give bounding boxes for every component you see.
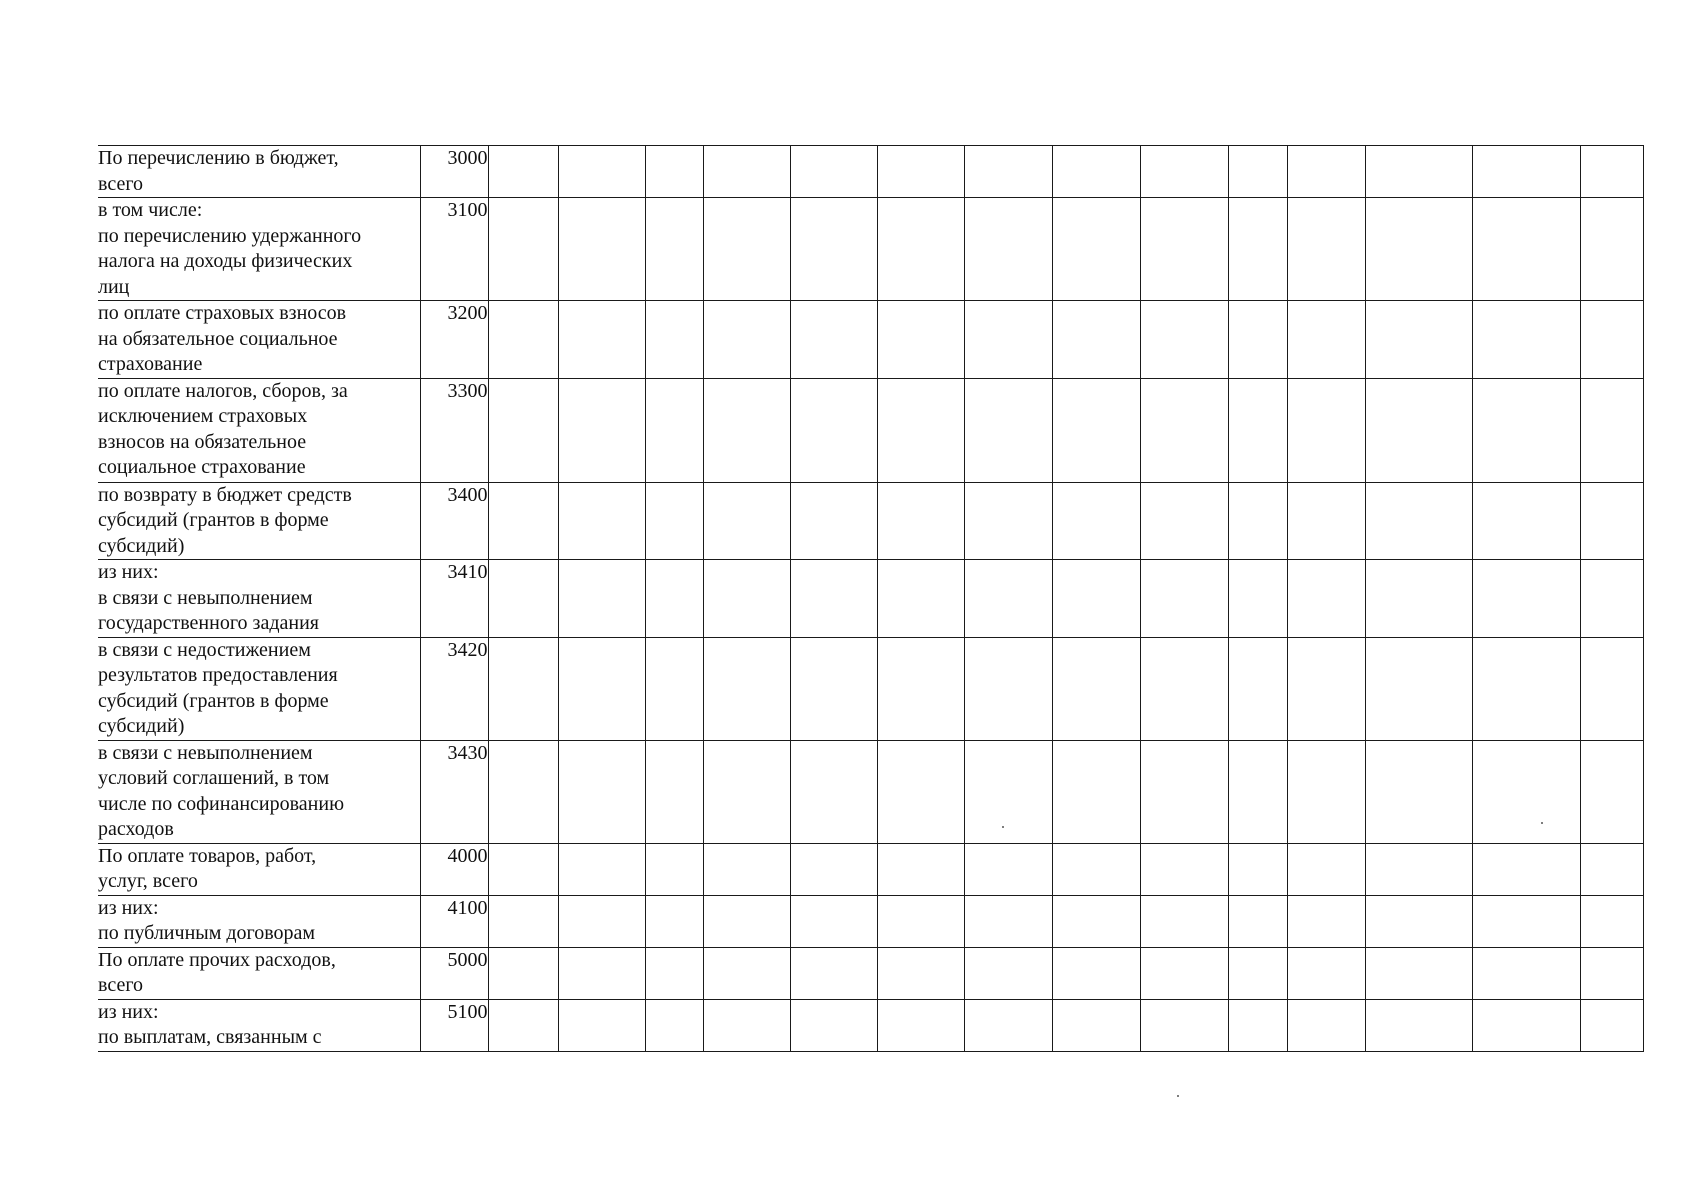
value-cell[interactable]: [1365, 146, 1472, 198]
value-cell[interactable]: [1140, 637, 1228, 740]
row-code: 3430: [420, 740, 488, 843]
table-row: [98, 301, 1643, 379]
row-label-line: по публичным договорам: [98, 922, 316, 944]
report-sheet: [98, 145, 1643, 1052]
row-label: [98, 198, 420, 301]
row-label-line: числе по софинансированию: [98, 792, 345, 815]
value-cell[interactable]: [790, 843, 877, 895]
row-label-line: субсидий): [98, 715, 185, 737]
value-cell[interactable]: [558, 637, 645, 740]
value-cell[interactable]: [488, 999, 558, 1051]
row-label: [98, 637, 420, 740]
value-cell[interactable]: [1580, 560, 1643, 638]
value-cell[interactable]: [1365, 560, 1472, 638]
value-cell[interactable]: [645, 637, 703, 740]
row-label-line: расходов: [98, 818, 174, 840]
value-cell[interactable]: [488, 637, 558, 740]
value-cell[interactable]: [1052, 999, 1140, 1051]
row-label: [98, 843, 420, 895]
payments-table: [98, 145, 1644, 1052]
value-cell[interactable]: [790, 301, 877, 379]
value-cell[interactable]: [645, 999, 703, 1051]
value-cell[interactable]: [703, 560, 790, 638]
value-cell[interactable]: [1228, 146, 1287, 198]
row-label-line: из них:: [98, 1000, 159, 1023]
value-cell[interactable]: [1287, 198, 1365, 301]
value-cell[interactable]: [488, 560, 558, 638]
value-cell[interactable]: [1140, 146, 1228, 198]
value-cell[interactable]: [1365, 301, 1472, 379]
value-cell[interactable]: [703, 637, 790, 740]
value-cell[interactable]: [964, 482, 1052, 560]
value-cell[interactable]: [1472, 740, 1580, 843]
value-cell[interactable]: [645, 378, 703, 482]
value-cell[interactable]: [964, 999, 1052, 1051]
row-code: 4000: [420, 843, 488, 895]
value-cell[interactable]: [1287, 740, 1365, 843]
row-label-line: страхование: [98, 353, 203, 375]
value-cell[interactable]: [703, 947, 790, 999]
value-cell[interactable]: [1472, 895, 1580, 947]
value-cell[interactable]: [877, 482, 964, 560]
value-cell[interactable]: [1472, 482, 1580, 560]
value-cell[interactable]: [1052, 198, 1140, 301]
row-code: 3200: [420, 301, 488, 379]
value-cell[interactable]: [1365, 740, 1472, 843]
value-cell[interactable]: [1228, 637, 1287, 740]
value-cell[interactable]: [1472, 560, 1580, 638]
value-cell[interactable]: [1472, 843, 1580, 895]
value-cell[interactable]: [1287, 637, 1365, 740]
value-cell[interactable]: [790, 560, 877, 638]
value-cell[interactable]: [1052, 560, 1140, 638]
table-row: [98, 895, 1643, 947]
value-cell[interactable]: [645, 301, 703, 379]
value-cell[interactable]: [790, 637, 877, 740]
row-label: [98, 740, 420, 843]
value-cell[interactable]: [1580, 378, 1643, 482]
value-cell[interactable]: [1472, 301, 1580, 379]
value-cell[interactable]: [488, 301, 558, 379]
value-cell[interactable]: [790, 146, 877, 198]
table-row: [98, 999, 1643, 1051]
value-cell[interactable]: [877, 895, 964, 947]
value-cell[interactable]: [1140, 301, 1228, 379]
table-row: [98, 560, 1643, 638]
value-cell[interactable]: [645, 895, 703, 947]
value-cell[interactable]: [1228, 301, 1287, 379]
value-cell[interactable]: [1365, 843, 1472, 895]
row-code: 3000: [420, 146, 488, 198]
row-label-line: взносов на обязательное: [98, 430, 307, 453]
value-cell[interactable]: [1052, 378, 1140, 482]
value-cell[interactable]: [877, 198, 964, 301]
value-cell[interactable]: [790, 895, 877, 947]
value-cell[interactable]: [1580, 740, 1643, 843]
value-cell[interactable]: [1365, 999, 1472, 1051]
value-cell[interactable]: [1287, 560, 1365, 638]
value-cell[interactable]: [558, 740, 645, 843]
table-row: [98, 146, 1643, 198]
value-cell[interactable]: [790, 740, 877, 843]
row-label-line: на обязательное социальное: [98, 327, 338, 350]
value-cell[interactable]: [877, 947, 964, 999]
value-cell[interactable]: [1365, 378, 1472, 482]
value-cell[interactable]: [1580, 146, 1643, 198]
value-cell[interactable]: [1472, 637, 1580, 740]
row-label: [98, 895, 420, 947]
row-label-line: социальное страхование: [98, 456, 306, 478]
table-row: [98, 482, 1643, 560]
value-cell[interactable]: [877, 301, 964, 379]
row-label-line: из них:: [98, 561, 159, 583]
value-cell[interactable]: [558, 146, 645, 198]
value-cell[interactable]: [1580, 637, 1643, 740]
row-code: 3410: [420, 560, 488, 638]
value-cell[interactable]: [877, 843, 964, 895]
row-code: 4100: [420, 895, 488, 947]
row-label: [98, 482, 420, 560]
value-cell[interactable]: [1140, 843, 1228, 895]
value-cell[interactable]: [1472, 146, 1580, 198]
value-cell[interactable]: [488, 482, 558, 560]
table-body: [98, 146, 1643, 1052]
value-cell[interactable]: [558, 895, 645, 947]
value-cell[interactable]: [703, 895, 790, 947]
value-cell[interactable]: [1052, 740, 1140, 843]
value-cell[interactable]: [790, 999, 877, 1051]
row-label-line: по выплатам, связанным с: [98, 1026, 322, 1048]
table-row: [98, 637, 1643, 740]
row-label-line: по перечислению удержанного: [98, 224, 362, 247]
row-label-line: субсидий (грантов в форме: [98, 689, 329, 712]
value-cell[interactable]: [703, 301, 790, 379]
row-label-line: услуг, всего: [98, 870, 198, 892]
value-cell[interactable]: [877, 378, 964, 482]
value-cell[interactable]: [1052, 947, 1140, 999]
value-cell[interactable]: [703, 999, 790, 1051]
row-label: [98, 301, 420, 379]
row-label-line: По оплате прочих расходов,: [98, 948, 336, 971]
value-cell[interactable]: [558, 301, 645, 379]
row-label-line: По оплате товаров, работ,: [98, 844, 317, 867]
value-cell[interactable]: [1228, 198, 1287, 301]
value-cell[interactable]: [645, 482, 703, 560]
row-label-line: по оплате налогов, сборов, за: [98, 379, 348, 402]
value-cell[interactable]: [1052, 146, 1140, 198]
value-cell[interactable]: [1472, 999, 1580, 1051]
value-cell[interactable]: [645, 198, 703, 301]
table-row: [98, 378, 1643, 482]
row-label-line: в том числе:: [98, 199, 203, 221]
value-cell[interactable]: [1580, 947, 1643, 999]
value-cell[interactable]: [645, 843, 703, 895]
row-code: 3100: [420, 198, 488, 301]
value-cell[interactable]: [1228, 482, 1287, 560]
value-cell[interactable]: [1140, 999, 1228, 1051]
row-label: [98, 146, 420, 198]
value-cell[interactable]: [877, 999, 964, 1051]
row-label-line: субсидий (грантов в форме: [98, 509, 329, 531]
value-cell[interactable]: [1228, 843, 1287, 895]
value-cell[interactable]: [1052, 637, 1140, 740]
value-cell[interactable]: [877, 146, 964, 198]
value-cell[interactable]: [1140, 740, 1228, 843]
row-label-line: по возврату в бюджет средств: [98, 483, 352, 506]
value-cell[interactable]: [1228, 947, 1287, 999]
value-cell[interactable]: [1140, 198, 1228, 301]
row-label-line: исключением страховых: [98, 405, 308, 427]
value-cell[interactable]: [1287, 378, 1365, 482]
value-cell[interactable]: [1580, 198, 1643, 301]
value-cell[interactable]: [1228, 999, 1287, 1051]
value-cell[interactable]: [964, 378, 1052, 482]
value-cell[interactable]: [1287, 482, 1365, 560]
value-cell[interactable]: [1228, 740, 1287, 843]
value-cell[interactable]: [1580, 895, 1643, 947]
value-cell[interactable]: [877, 637, 964, 740]
value-cell[interactable]: [790, 947, 877, 999]
table-row: [98, 843, 1643, 895]
row-label: [98, 947, 420, 999]
value-cell[interactable]: [1052, 301, 1140, 379]
value-cell[interactable]: [1365, 895, 1472, 947]
value-cell[interactable]: [1287, 999, 1365, 1051]
row-label-line: государственного задания: [98, 612, 319, 634]
value-cell[interactable]: [488, 740, 558, 843]
value-cell[interactable]: [1052, 895, 1140, 947]
row-label-line: По перечислению в бюджет,: [98, 147, 339, 169]
row-label-line: из них:: [98, 896, 159, 919]
row-label: [98, 999, 420, 1051]
row-label-line: субсидий): [98, 534, 185, 557]
value-cell[interactable]: [964, 637, 1052, 740]
value-cell[interactable]: [1472, 378, 1580, 482]
value-cell[interactable]: [703, 843, 790, 895]
value-cell[interactable]: [645, 146, 703, 198]
scan-speck: [1002, 826, 1004, 828]
row-label: [98, 560, 420, 638]
row-code: 3420: [420, 637, 488, 740]
value-cell[interactable]: [1052, 482, 1140, 560]
value-cell[interactable]: [1287, 843, 1365, 895]
value-cell[interactable]: [1140, 560, 1228, 638]
value-cell[interactable]: [964, 947, 1052, 999]
value-cell[interactable]: [790, 378, 877, 482]
value-cell[interactable]: [488, 843, 558, 895]
value-cell[interactable]: [964, 301, 1052, 379]
scan-speck: [1177, 1095, 1179, 1097]
value-cell[interactable]: [1140, 947, 1228, 999]
value-cell[interactable]: [1580, 843, 1643, 895]
row-label-line: всего: [98, 172, 144, 195]
value-cell[interactable]: [1365, 482, 1472, 560]
value-cell[interactable]: [964, 895, 1052, 947]
row-label-line: результатов предоставления: [98, 664, 338, 686]
value-cell[interactable]: [1052, 843, 1140, 895]
value-cell[interactable]: [964, 843, 1052, 895]
row-label-line: в связи с невыполнением: [98, 741, 313, 764]
value-cell[interactable]: [1287, 146, 1365, 198]
value-cell[interactable]: [1365, 198, 1472, 301]
row-label-line: налога на доходы физических: [98, 250, 353, 272]
value-cell[interactable]: [877, 740, 964, 843]
value-cell[interactable]: [1580, 301, 1643, 379]
row-label-line: по оплате страховых взносов: [98, 302, 347, 324]
value-cell[interactable]: [1228, 378, 1287, 482]
value-cell[interactable]: [1365, 637, 1472, 740]
row-code: 5100: [420, 999, 488, 1051]
value-cell[interactable]: [703, 146, 790, 198]
value-cell[interactable]: [558, 482, 645, 560]
value-cell[interactable]: [558, 843, 645, 895]
value-cell[interactable]: [790, 198, 877, 301]
value-cell[interactable]: [1287, 947, 1365, 999]
row-code: 3400: [420, 482, 488, 560]
value-cell[interactable]: [1365, 947, 1472, 999]
value-cell[interactable]: [488, 947, 558, 999]
value-cell[interactable]: [1287, 895, 1365, 947]
row-label-line: в связи с недостижением: [98, 638, 311, 661]
value-cell[interactable]: [1140, 895, 1228, 947]
row-code: 3300: [420, 378, 488, 482]
row-label-line: в связи с невыполнением: [98, 586, 313, 609]
row-code: 5000: [420, 947, 488, 999]
table-row: [98, 198, 1643, 301]
row-label-line: условий соглашений, в том: [98, 767, 330, 789]
value-cell[interactable]: [1472, 947, 1580, 999]
value-cell[interactable]: [488, 198, 558, 301]
row-label-line: всего: [98, 974, 144, 996]
value-cell[interactable]: [1140, 482, 1228, 560]
value-cell[interactable]: [1580, 482, 1643, 560]
value-cell[interactable]: [877, 560, 964, 638]
value-cell[interactable]: [1472, 198, 1580, 301]
value-cell[interactable]: [488, 895, 558, 947]
value-cell[interactable]: [964, 560, 1052, 638]
table-row: [98, 740, 1643, 843]
value-cell[interactable]: [488, 378, 558, 482]
value-cell[interactable]: [703, 740, 790, 843]
value-cell[interactable]: [558, 378, 645, 482]
scan-speck: [1541, 822, 1543, 824]
value-cell[interactable]: [558, 198, 645, 301]
value-cell[interactable]: [1140, 378, 1228, 482]
value-cell[interactable]: [790, 482, 877, 560]
value-cell[interactable]: [645, 947, 703, 999]
value-cell[interactable]: [1228, 560, 1287, 638]
value-cell[interactable]: [488, 146, 558, 198]
value-cell[interactable]: [1580, 999, 1643, 1051]
value-cell[interactable]: [703, 482, 790, 560]
value-cell[interactable]: [703, 378, 790, 482]
value-cell[interactable]: [964, 198, 1052, 301]
value-cell[interactable]: [964, 740, 1052, 843]
row-label-line: лиц: [98, 275, 130, 298]
value-cell[interactable]: [645, 560, 703, 638]
row-label: [98, 378, 420, 482]
value-cell[interactable]: [1287, 301, 1365, 379]
value-cell[interactable]: [1228, 895, 1287, 947]
value-cell[interactable]: [703, 198, 790, 301]
value-cell[interactable]: [558, 947, 645, 999]
value-cell[interactable]: [558, 560, 645, 638]
value-cell[interactable]: [645, 740, 703, 843]
value-cell[interactable]: [964, 146, 1052, 198]
table-row: [98, 947, 1643, 999]
value-cell[interactable]: [558, 999, 645, 1051]
